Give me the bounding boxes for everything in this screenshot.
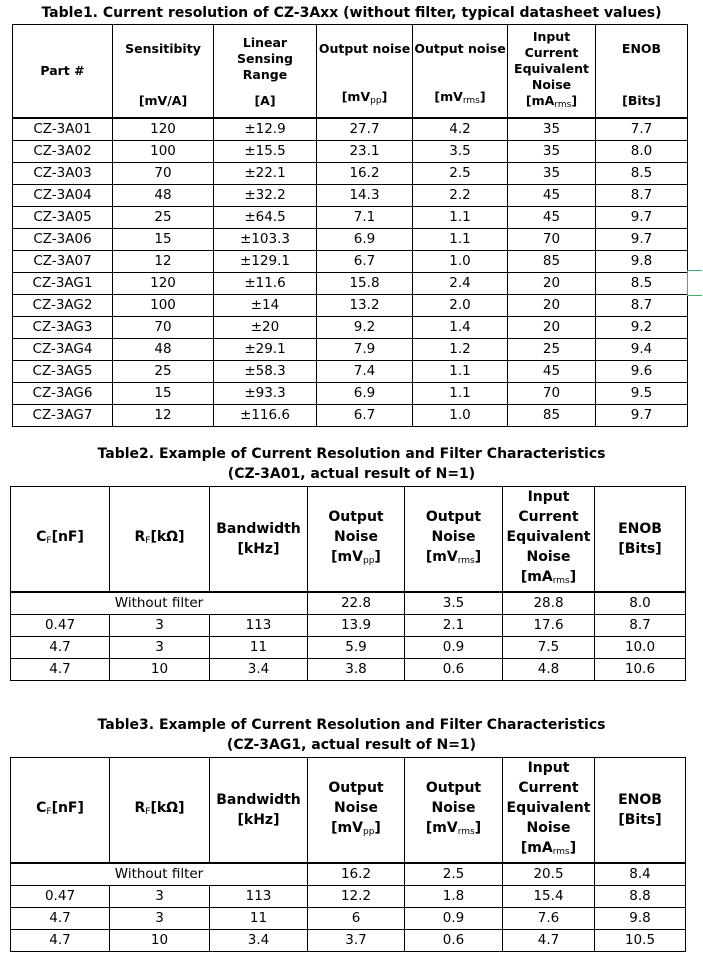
table-cell: 48 xyxy=(113,185,214,207)
table-cell: 15 xyxy=(113,383,214,405)
table-cell: CZ-3AG3 xyxy=(13,317,113,339)
table-cell: 8.0 xyxy=(595,592,686,615)
table-row xyxy=(13,383,688,405)
table-cell: 20 xyxy=(508,317,596,339)
table-cell: 7.4 xyxy=(317,361,413,383)
table-row xyxy=(13,317,688,339)
table2-title-line1: Table2. Example of Current Resolution and Filter Characteristics xyxy=(97,446,606,462)
table-cell: 8.4 xyxy=(595,863,686,886)
header-rf: $R_F[k\Omega]$ xyxy=(110,758,210,864)
table-cell: ±20 xyxy=(214,317,317,339)
table-row xyxy=(13,405,688,427)
table-cell: 8.5 xyxy=(596,163,688,185)
table-cell: 0.9 xyxy=(405,637,503,659)
table-cell: 4.7 xyxy=(11,659,110,681)
header-sensitivity: Sensitibity [mV/A] xyxy=(113,25,214,119)
table-cell: 6.9 xyxy=(317,229,413,251)
table-cell: 6.7 xyxy=(317,405,413,427)
table-cell: ±11.6 xyxy=(214,273,317,295)
header-bandwidth: Bandwidth [kHz] xyxy=(210,487,308,593)
table-cell: CZ-3A06 xyxy=(13,229,113,251)
table1 xyxy=(12,24,688,427)
table-cell: 17.6 xyxy=(503,615,595,637)
table-cell: 5.9 xyxy=(308,637,405,659)
table-cell: CZ-3AG7 xyxy=(13,405,113,427)
table-cell: ±103.3 xyxy=(214,229,317,251)
header-bandwidth: Bandwidth [kHz] xyxy=(210,758,308,864)
table-cell: 85 xyxy=(508,251,596,273)
table-cell: 3 xyxy=(110,615,210,637)
table-cell: 3.5 xyxy=(405,592,503,615)
table-cell: 6.9 xyxy=(317,383,413,405)
table-cell: CZ-3A02 xyxy=(13,141,113,163)
header-enob: ENOB [Bits] xyxy=(595,758,686,864)
table1-title: Table1. Current resolution of CZ-3Axx (without filter, typical datasheet values) xyxy=(41,5,662,21)
table-cell: 9.2 xyxy=(596,317,688,339)
table-cell: 2.5 xyxy=(405,863,503,886)
table-cell: 27.7 xyxy=(317,118,413,141)
table3-header-row xyxy=(11,758,686,864)
table-row xyxy=(11,637,686,659)
table-cell: 10.0 xyxy=(595,637,686,659)
table-cell: 1.1 xyxy=(413,207,508,229)
table-cell: 9.7 xyxy=(596,229,688,251)
table-cell: 70 xyxy=(508,229,596,251)
table-cell: 7.1 xyxy=(317,207,413,229)
table-cell: ±22.1 xyxy=(214,163,317,185)
header-input-noise: Input Current Equivalent Noise $[mA_{rms}]$ xyxy=(508,25,596,119)
table-cell: 120 xyxy=(113,273,214,295)
table-cell: 45 xyxy=(508,207,596,229)
table-cell: 70 xyxy=(113,163,214,185)
table-cell: 25 xyxy=(508,339,596,361)
table-cell: 1.1 xyxy=(413,229,508,251)
selected-cell-marker xyxy=(687,270,702,296)
table-cell: 9.7 xyxy=(596,207,688,229)
table-cell: 100 xyxy=(113,141,214,163)
table-row xyxy=(13,229,688,251)
table-cell: 3.7 xyxy=(308,930,405,952)
table-row xyxy=(13,185,688,207)
table-cell: 7.6 xyxy=(503,908,595,930)
table1-body xyxy=(13,118,688,427)
table-cell: 1.1 xyxy=(413,361,508,383)
table-cell: CZ-3A03 xyxy=(13,163,113,185)
table-cell: 2.1 xyxy=(405,615,503,637)
table-cell: 15.4 xyxy=(503,886,595,908)
table-cell: ±93.3 xyxy=(214,383,317,405)
table-cell: 16.2 xyxy=(317,163,413,185)
header-cf: $C_F[nF]$ xyxy=(11,487,110,593)
table-cell: 48 xyxy=(113,339,214,361)
table-cell: 0.9 xyxy=(405,908,503,930)
table-cell: 4.7 xyxy=(503,930,595,952)
table-cell: CZ-3A05 xyxy=(13,207,113,229)
table1-header-row xyxy=(13,25,688,119)
table-cell: 25 xyxy=(113,361,214,383)
table-cell: ±29.1 xyxy=(214,339,317,361)
table-cell: ±15.5 xyxy=(214,141,317,163)
table-cell: CZ-3A01 xyxy=(13,118,113,141)
table-cell: 9.5 xyxy=(596,383,688,405)
table-cell: ±64.5 xyxy=(214,207,317,229)
table-cell: 12.2 xyxy=(308,886,405,908)
table-cell: 4.7 xyxy=(11,930,110,952)
header-output-noise-rms: Output Noise $[mV_{rms}]$ xyxy=(405,758,503,864)
header-part: Part # xyxy=(13,25,113,119)
table-cell: 35 xyxy=(508,141,596,163)
table-cell: 10.5 xyxy=(595,930,686,952)
table-cell: 20 xyxy=(508,273,596,295)
table-cell: CZ-3AG1 xyxy=(13,273,113,295)
header-input-noise: Input Current Equivalent Noise $[mA_{rms}]$ xyxy=(503,758,595,864)
table-cell: 1.2 xyxy=(413,339,508,361)
table2-title-line2: (CZ-3A01, actual result of N=1) xyxy=(227,466,476,482)
header-output-noise-pp: Output Noise $[mV_{pp}]$ xyxy=(308,487,405,593)
table-cell: 85 xyxy=(508,405,596,427)
table3-title-line1: Table3. Example of Current Resolution and Filter Characteristics xyxy=(97,717,606,733)
without-filter-row xyxy=(11,592,686,615)
table-cell: 2.0 xyxy=(413,295,508,317)
table-cell: 3.4 xyxy=(210,659,308,681)
table-cell: 0.6 xyxy=(405,930,503,952)
table-cell: 11 xyxy=(210,908,308,930)
table-cell: 4.8 xyxy=(503,659,595,681)
table-cell: 8.8 xyxy=(595,886,686,908)
table-cell: 13.2 xyxy=(317,295,413,317)
table-row xyxy=(13,118,688,141)
table-cell: CZ-3AG6 xyxy=(13,383,113,405)
table-cell: 1.1 xyxy=(413,383,508,405)
table-cell: 16.2 xyxy=(308,863,405,886)
table3-body xyxy=(11,863,686,952)
table-cell: 15 xyxy=(113,229,214,251)
table-row xyxy=(13,163,688,185)
without-filter-row xyxy=(11,863,686,886)
table-cell: 10.6 xyxy=(595,659,686,681)
table-row xyxy=(11,908,686,930)
table-cell: 28.8 xyxy=(503,592,595,615)
table-cell: 8.0 xyxy=(596,141,688,163)
table-cell: 1.0 xyxy=(413,405,508,427)
table-cell: 3.8 xyxy=(308,659,405,681)
table-cell: 9.8 xyxy=(596,251,688,273)
table-row xyxy=(13,207,688,229)
table-cell: 7.7 xyxy=(596,118,688,141)
table-cell: 23.1 xyxy=(317,141,413,163)
header-enob: ENOB [Bits] xyxy=(595,487,686,593)
table-cell: 3 xyxy=(110,637,210,659)
table-cell: 35 xyxy=(508,163,596,185)
header-enob: ENOB [Bits] xyxy=(596,25,688,119)
table-cell: 9.8 xyxy=(595,908,686,930)
table-cell: CZ-3AG4 xyxy=(13,339,113,361)
table-cell: 20 xyxy=(508,295,596,317)
table-cell: 14.3 xyxy=(317,185,413,207)
table-row xyxy=(13,295,688,317)
table-cell: CZ-3AG2 xyxy=(13,295,113,317)
table-row xyxy=(13,251,688,273)
table-cell: 70 xyxy=(113,317,214,339)
table-cell: 10 xyxy=(110,659,210,681)
table-cell: 4.7 xyxy=(11,637,110,659)
header-output-noise-rms: Output Noise $[mV_{rms}]$ xyxy=(405,487,503,593)
table-cell: 3.4 xyxy=(210,930,308,952)
table-row xyxy=(11,615,686,637)
table-cell: ±32.2 xyxy=(214,185,317,207)
table-cell: ±129.1 xyxy=(214,251,317,273)
table-row xyxy=(13,273,688,295)
table-row xyxy=(11,886,686,908)
table2-header-row xyxy=(11,487,686,593)
header-rf: $R_F[k\Omega]$ xyxy=(110,487,210,593)
table-cell: 45 xyxy=(508,361,596,383)
table-cell: 7.9 xyxy=(317,339,413,361)
table-cell: 35 xyxy=(508,118,596,141)
table-cell: 1.4 xyxy=(413,317,508,339)
table-cell: 11 xyxy=(210,637,308,659)
table-cell: ±58.3 xyxy=(214,361,317,383)
table-row xyxy=(11,659,686,681)
table-cell: 45 xyxy=(508,185,596,207)
table-row xyxy=(13,141,688,163)
table-cell: 8.5 xyxy=(596,273,688,295)
table-cell: 3.5 xyxy=(413,141,508,163)
table-cell: ±116.6 xyxy=(214,405,317,427)
table-cell: 4.2 xyxy=(413,118,508,141)
table-row xyxy=(13,339,688,361)
header-output-noise-pp: Output Noise $[mV_{pp}]$ xyxy=(308,758,405,864)
table-cell: 113 xyxy=(210,886,308,908)
table-cell: 6 xyxy=(308,908,405,930)
table-cell: 3 xyxy=(110,886,210,908)
table-cell: 2.5 xyxy=(413,163,508,185)
table-cell: 0.47 xyxy=(11,615,110,637)
table-cell: 12 xyxy=(113,405,214,427)
table-cell: CZ-3A04 xyxy=(13,185,113,207)
table-cell: 3 xyxy=(110,908,210,930)
table-cell: 100 xyxy=(113,295,214,317)
table-cell: 1.8 xyxy=(405,886,503,908)
table-cell: 0.47 xyxy=(11,886,110,908)
table-cell: 12 xyxy=(113,251,214,273)
header-input-noise: Input Current Equivalent Noise $[mA_{rms}]$ xyxy=(503,487,595,593)
table-cell: 8.7 xyxy=(596,185,688,207)
table-cell: 20.5 xyxy=(503,863,595,886)
table-cell: 13.9 xyxy=(308,615,405,637)
table-cell: CZ-3AG5 xyxy=(13,361,113,383)
table-cell: ±12.9 xyxy=(214,118,317,141)
table-cell: ±14 xyxy=(214,295,317,317)
table-cell: 9.4 xyxy=(596,339,688,361)
table-cell: 9.2 xyxy=(317,317,413,339)
header-linear-range: Linear Sensing Range [A] xyxy=(214,25,317,119)
table-cell: 22.8 xyxy=(308,592,405,615)
table2-body xyxy=(11,592,686,681)
table-cell: 2.4 xyxy=(413,273,508,295)
table-cell: 10 xyxy=(110,930,210,952)
table-cell: 2.2 xyxy=(413,185,508,207)
header-output-noise-rms: Output noise $[mV_{rms}]$ xyxy=(413,25,508,119)
table-cell: 70 xyxy=(508,383,596,405)
table-cell: 7.5 xyxy=(503,637,595,659)
without-filter-label: Without filter xyxy=(11,863,308,886)
table-cell: 9.6 xyxy=(596,361,688,383)
without-filter-label: Without filter xyxy=(11,592,308,615)
table-cell: 9.7 xyxy=(596,405,688,427)
table-cell: 113 xyxy=(210,615,308,637)
table3-title-line2: (CZ-3AG1, actual result of N=1) xyxy=(226,737,477,753)
table-cell: 8.7 xyxy=(596,295,688,317)
table-cell: 6.7 xyxy=(317,251,413,273)
table2 xyxy=(10,486,686,681)
table-cell: 1.0 xyxy=(413,251,508,273)
table-cell: 120 xyxy=(113,118,214,141)
table-cell: CZ-3A07 xyxy=(13,251,113,273)
header-cf: $C_F[nF]$ xyxy=(11,758,110,864)
table3 xyxy=(10,757,686,952)
table-cell: 4.7 xyxy=(11,908,110,930)
table-cell: 8.7 xyxy=(595,615,686,637)
table-cell: 15.8 xyxy=(317,273,413,295)
table-cell: 0.6 xyxy=(405,659,503,681)
table-cell: 25 xyxy=(113,207,214,229)
header-output-noise-pp: Output noise $[mV_{pp}]$ xyxy=(317,25,413,119)
table-row xyxy=(13,361,688,383)
table-row xyxy=(11,930,686,952)
